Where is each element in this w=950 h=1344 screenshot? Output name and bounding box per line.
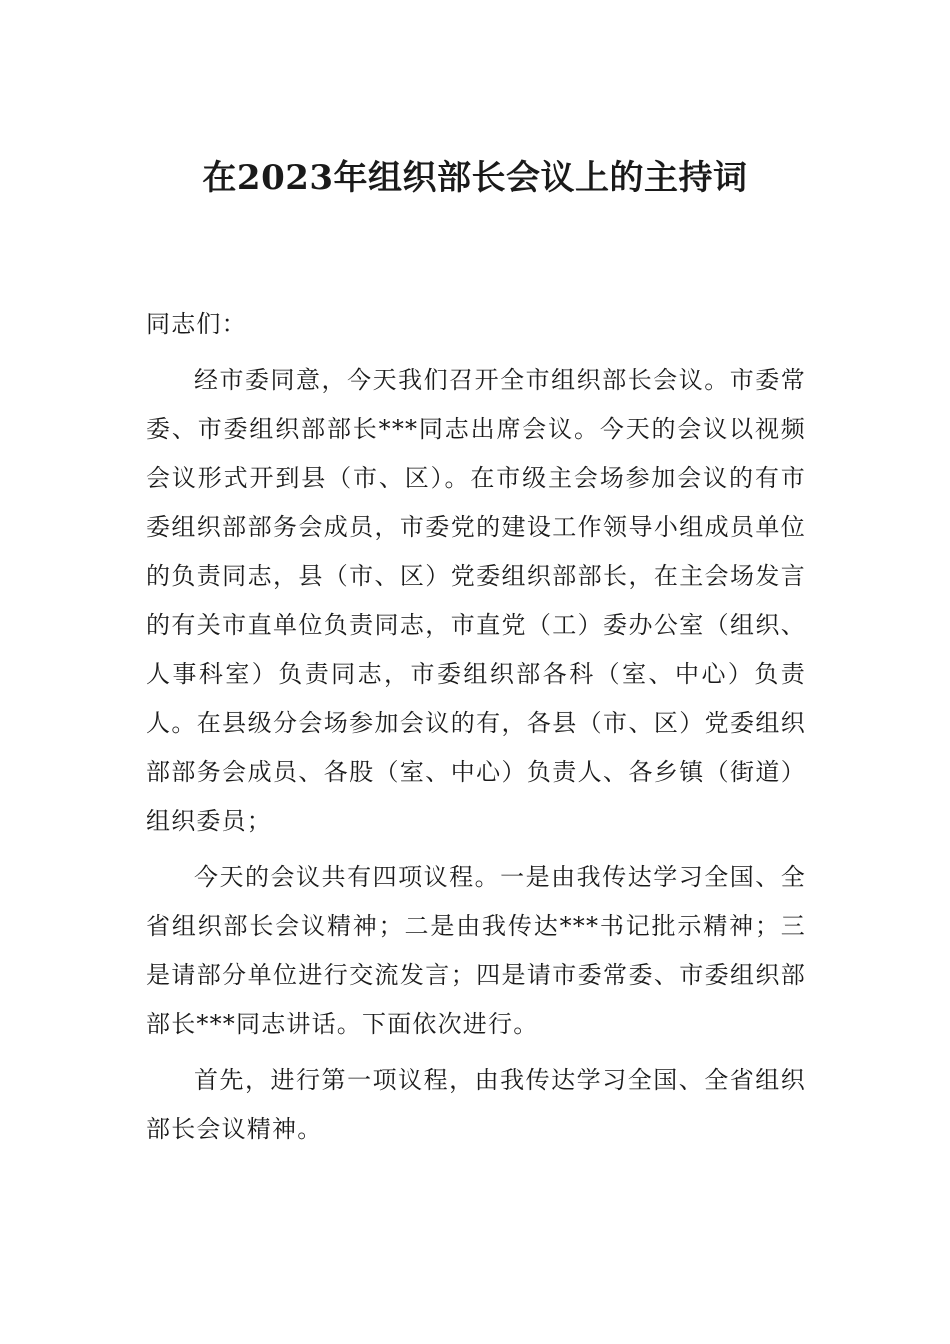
paragraph-first-item: 首先，进行第一项议程，由我传达学习全国、全省组织部长会议精神。 [146, 1066, 806, 1143]
document-title: 在2023年组织部长会议上的主持词 [202, 158, 748, 198]
paragraph-attendees: 经市委同意，今天我们召开全市组织部长会议。市委常委、市委组织部部长***同志出席会议。今天的会议以视频会议形式开到县（市、区）。在市级主会场参加会议的有市委组织部部务会成员，市委党的建设工作领导小组成员单位的负责同志，县（市、区）党委组织部部长，在主会场发言的有关市直单位负责同志，市直党（工）委办公室（组织、人事科室）负责同志，市委组织部各科（室、中心）负责人。在县级分会场参加会议的有，各县（市、区）党委组织部部务会成员、各股（室、中心）负责人、各乡镇（街道）组织委员； [146, 366, 806, 835]
paragraph-agenda: 今天的会议共有四项议程。一是由我传达学习全国、全省组织部长会议精神；二是由我传达***书记批示精神；三是请部分单位进行交流发言；四是请市委常委、市委组织部部长***同志讲话。下面依次进行。 [146, 863, 806, 1038]
salutation: 同志们： [146, 310, 247, 338]
document-body [146, 300, 806, 1161]
